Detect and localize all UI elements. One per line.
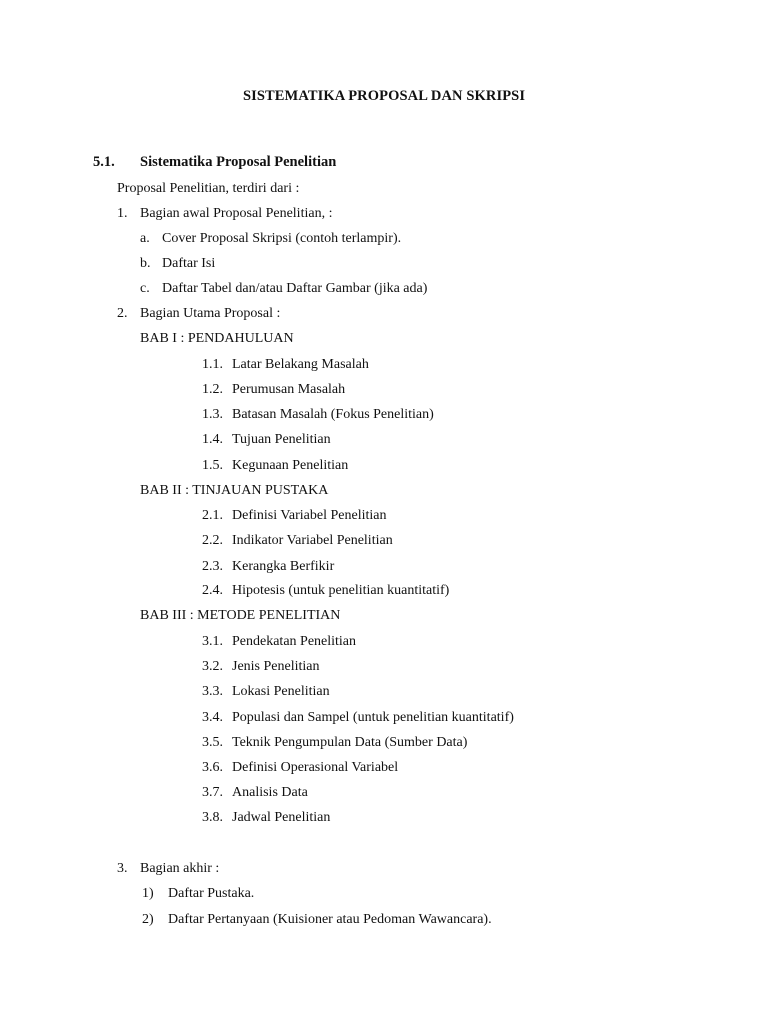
item-text: Populasi dan Sampel (untuk penelitian kuantitatif) bbox=[232, 710, 514, 725]
list-item bbox=[140, 280, 427, 298]
document-title: SISTEMATIKA PROPOSAL DAN SKRIPSI bbox=[242, 88, 526, 104]
item-number: 1.1. bbox=[202, 357, 223, 372]
list-item-label: Bagian Utama Proposal : bbox=[140, 306, 281, 321]
list-item-text: Daftar Tabel dan/atau Daftar Gambar (jika ada) bbox=[162, 281, 428, 296]
list-item bbox=[142, 885, 254, 903]
list-item bbox=[140, 255, 215, 273]
list-item-part-2 bbox=[117, 305, 280, 323]
item-number: 3.6. bbox=[202, 760, 223, 775]
item-text: Tujuan Penelitian bbox=[232, 432, 331, 447]
item-text: Pendekatan Penelitian bbox=[232, 634, 357, 649]
chapter-heading-bab-1: BAB I : PENDAHULUAN bbox=[140, 331, 294, 346]
chapter-item bbox=[202, 809, 330, 827]
list-item-label: Bagian akhir : bbox=[140, 861, 220, 876]
item-text: Hipotesis (untuk penelitian kuantitatif) bbox=[232, 583, 450, 598]
chapter-item bbox=[202, 759, 398, 777]
item-text: Batasan Masalah (Fokus Penelitian) bbox=[232, 407, 434, 422]
item-text: Jenis Penelitian bbox=[232, 659, 320, 674]
list-item-text: Cover Proposal Skripsi (contoh terlampir). bbox=[162, 231, 402, 246]
section-number: 5.1. bbox=[93, 154, 115, 170]
chapter-item bbox=[202, 356, 369, 374]
chapter-heading-bab-3: BAB III : METODE PENELITIAN bbox=[140, 608, 341, 623]
section-heading bbox=[93, 154, 336, 171]
chapter-item bbox=[202, 558, 334, 576]
item-number: 3.3. bbox=[202, 684, 223, 699]
item-text: Latar Belakang Masalah bbox=[232, 357, 369, 372]
item-text: Definisi Variabel Penelitian bbox=[232, 508, 387, 523]
list-marker: a. bbox=[140, 231, 150, 246]
chapter-item bbox=[202, 406, 434, 424]
chapter-item bbox=[202, 633, 356, 651]
item-text: Indikator Variabel Penelitian bbox=[232, 533, 393, 548]
item-number: 2.3. bbox=[202, 559, 223, 574]
item-text: Teknik Pengumpulan Data (Sumber Data) bbox=[232, 735, 468, 750]
chapter-heading-bab-2: BAB II : TINJAUAN PUSTAKA bbox=[140, 483, 329, 498]
item-number: 1.4. bbox=[202, 432, 223, 447]
list-marker: 2. bbox=[117, 306, 128, 321]
chapter-item bbox=[202, 709, 514, 727]
list-item bbox=[142, 911, 492, 929]
item-text: Analisis Data bbox=[232, 785, 308, 800]
list-item-part-3 bbox=[117, 860, 219, 878]
chapter-item bbox=[202, 507, 386, 525]
list-marker: 3. bbox=[117, 861, 128, 876]
list-marker: 2) bbox=[142, 912, 154, 927]
list-item bbox=[140, 230, 401, 248]
chapter-item bbox=[202, 658, 320, 676]
section-title: Sistematika Proposal Penelitian bbox=[140, 154, 337, 170]
list-marker: b. bbox=[140, 256, 151, 271]
intro-text: Proposal Penelitian, terdiri dari : bbox=[117, 181, 300, 196]
item-number: 3.7. bbox=[202, 785, 223, 800]
chapter-item bbox=[202, 532, 393, 550]
item-number: 3.4. bbox=[202, 710, 223, 725]
list-item-label: Bagian awal Proposal Penelitian, : bbox=[140, 206, 333, 221]
item-number: 1.2. bbox=[202, 382, 223, 397]
item-number: 3.8. bbox=[202, 810, 223, 825]
chapter-item bbox=[202, 784, 308, 802]
list-item-text: Daftar Pertanyaan (Kuisioner atau Pedoman Wawancara). bbox=[168, 912, 492, 927]
item-text: Perumusan Masalah bbox=[232, 382, 346, 397]
item-number: 3.1. bbox=[202, 634, 223, 649]
item-number: 3.5. bbox=[202, 735, 223, 750]
item-number: 1.5. bbox=[202, 458, 223, 473]
list-item-part-1 bbox=[117, 205, 332, 223]
chapter-item bbox=[202, 683, 330, 701]
chapter-item bbox=[202, 381, 345, 399]
item-number: 2.4. bbox=[202, 583, 223, 598]
list-marker: 1. bbox=[117, 206, 128, 221]
list-item-text: Daftar Pustaka. bbox=[168, 886, 255, 901]
list-marker: 1) bbox=[142, 886, 154, 901]
chapter-item bbox=[202, 457, 348, 475]
item-number: 2.2. bbox=[202, 533, 223, 548]
chapter-item bbox=[202, 734, 467, 752]
item-number: 1.3. bbox=[202, 407, 223, 422]
chapter-item bbox=[202, 431, 331, 449]
item-text: Definisi Operasional Variabel bbox=[232, 760, 399, 775]
item-text: Jadwal Penelitian bbox=[232, 810, 331, 825]
item-text: Kegunaan Penelitian bbox=[232, 458, 349, 473]
item-text: Kerangka Berfikir bbox=[232, 559, 335, 574]
list-marker: c. bbox=[140, 281, 150, 296]
item-number: 2.1. bbox=[202, 508, 223, 523]
chapter-item bbox=[202, 582, 449, 600]
item-number: 3.2. bbox=[202, 659, 223, 674]
list-item-text: Daftar Isi bbox=[162, 256, 216, 271]
item-text: Lokasi Penelitian bbox=[232, 684, 330, 699]
